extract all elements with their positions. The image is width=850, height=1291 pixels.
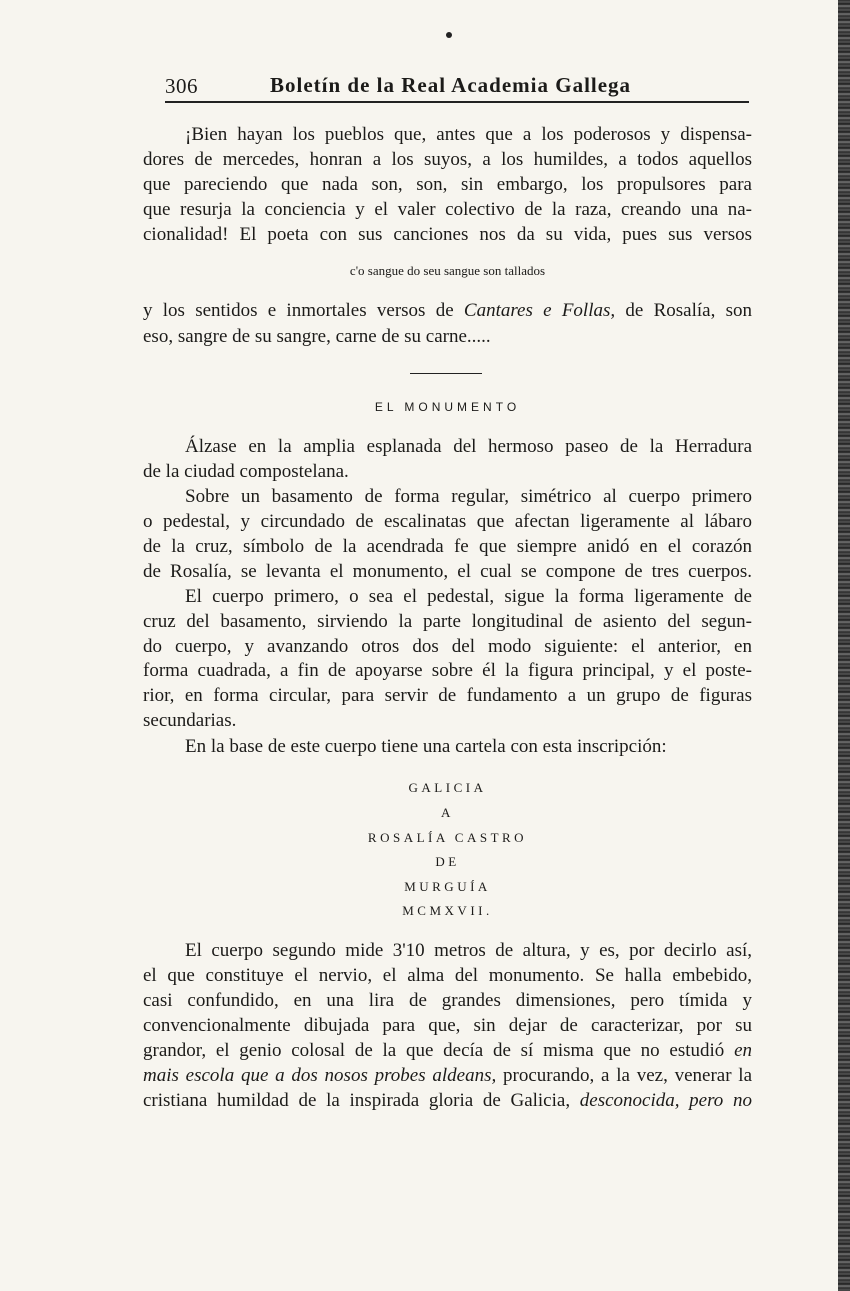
running-head [165, 74, 749, 100]
text-line: Álzase en la amplia esplanada del hermoso paseo de la Herradura [185, 436, 752, 457]
italic-span: en [734, 1040, 752, 1061]
verse-quote: c'o sangue do seu sangue son tallados [349, 263, 546, 278]
inscription-line: MCMXVII. [402, 903, 493, 918]
text-line: de la cruz, símbolo de la acendrada fe que siempre anidó en el corazón [143, 536, 752, 557]
text-line [143, 299, 752, 323]
text-line: cionalidad! El poeta con sus canciones nos da su vida, pues sus versos [143, 224, 752, 245]
text-span: procurando, a la vez, venerar la [503, 1065, 753, 1086]
inscription-line: DE [435, 854, 460, 869]
italic-span: desconocida, pero no [579, 1090, 752, 1111]
text-line [143, 1039, 752, 1063]
text-line: do cuerpo, y avanzando otros dos del modo siguiente: el anterior, en [143, 636, 752, 657]
text-span: cristiana humildad de la inspirada gloria de Galicia, [143, 1090, 571, 1111]
text-line: o pedestal, y circundado de escalinatas que afectan ligeramente al lábaro [143, 511, 752, 532]
text-line: cruz del basamento, sirviendo la parte longitudinal de asiento del segun- [143, 611, 752, 632]
text-line: El cuerpo segundo mide 3'10 metros de altura, y es, por decirlo así, [185, 940, 752, 961]
book-title: Cantares e Follas, [463, 300, 616, 321]
header-rule [165, 101, 749, 103]
text-line: de la ciudad compostelana. [143, 461, 349, 482]
text-line: dores de mercedes, honran a los suyos, a los humildes, a todos aquellos [143, 149, 752, 170]
inscription-line: MURGUÍA [404, 879, 491, 894]
text-span: de Rosalía, son [625, 300, 752, 321]
text-line: En la base de este cuerpo tiene una cartela con esta inscripción: [185, 736, 667, 757]
page-number: 306 [165, 74, 198, 98]
text-line: rior, en forma circular, para servir de fundamento a un grupo de figuras [143, 685, 752, 706]
text-line: que pareciendo que nada son, son, sin embargo, los propulsores para [143, 174, 752, 195]
text-span: grandor, el genio colosal de la que decía de sí misma que no estudió [143, 1040, 725, 1061]
text-line: El cuerpo primero, o sea el pedestal, sigue la forma ligeramente de [185, 586, 752, 607]
text-line: de Rosalía, se levanta el monumento, el cual se compone de tres cuerpos. [143, 561, 752, 582]
text-line: ¡Bien hayan los pueblos que, antes que a los poderosos y dispensa- [185, 124, 752, 145]
scan-edge [838, 0, 850, 1291]
text-line [143, 1089, 752, 1113]
text-line: forma cuadrada, a fin de apoyarse sobre él la figura principal, y el poste- [143, 660, 752, 681]
text-line: eso, sangre de su sangre, carne de su carne..... [143, 326, 491, 347]
section-divider [410, 373, 482, 374]
text-line: Sobre un basamento de forma regular, simétrico al cuerpo primero [185, 486, 752, 507]
text-line: el que constituye el nervio, el alma del monumento. Se halla embebido, [143, 965, 752, 986]
text-line [143, 1064, 752, 1088]
italic-quote: mais escola que a dos nosos probes aldeans, [143, 1065, 497, 1086]
journal-title: Boletín de la Real Academia Gallega [270, 73, 632, 97]
text-span: y los sentidos e inmortales versos de [143, 300, 454, 321]
text-line: convencionalmente dibujada para que, sin dejar de caracterizar, por su [143, 1015, 752, 1036]
ink-mark [446, 32, 452, 38]
text-line: que resurja la conciencia y el valer colectivo de la raza, creando una na- [143, 199, 752, 220]
section-heading: EL MONUMENTO [374, 400, 521, 414]
inscription-line: ROSALÍA CASTRO [367, 830, 528, 845]
text-line: casi confundido, en una lira de grandes dimensiones, pero tímida y [143, 990, 752, 1011]
inscription-line: A [441, 805, 454, 820]
inscription-line: GALICIA [408, 780, 487, 795]
text-line: secundarias. [143, 710, 237, 731]
